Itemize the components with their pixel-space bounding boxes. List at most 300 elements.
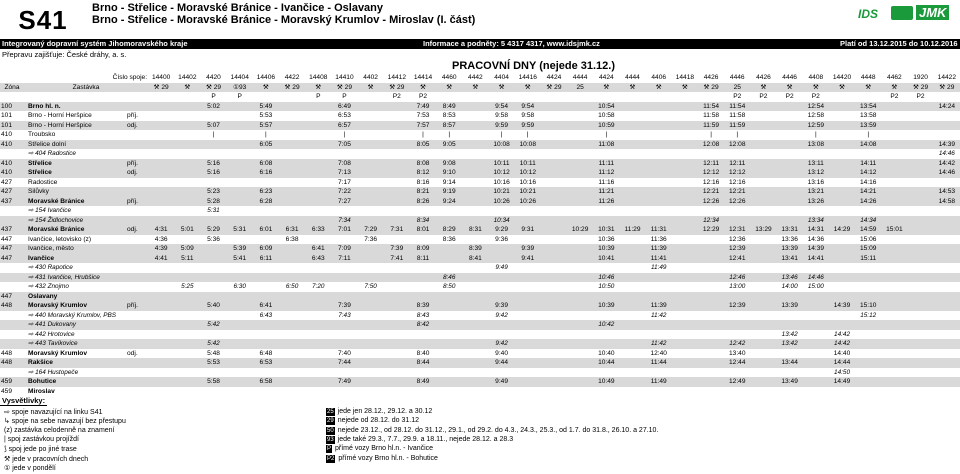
departure-time bbox=[541, 111, 567, 121]
departure-time: 7:36 bbox=[358, 235, 384, 245]
departure-time: 5:31 bbox=[227, 225, 253, 235]
departure-time bbox=[253, 330, 279, 340]
departure-time: 11:58 bbox=[698, 111, 724, 121]
departure-time bbox=[515, 282, 541, 292]
departure-time: 5:57 bbox=[253, 121, 279, 131]
stop-zone: 101 bbox=[0, 121, 24, 131]
departure-time bbox=[750, 197, 776, 207]
departure-time bbox=[148, 197, 174, 207]
departure-time bbox=[907, 301, 933, 311]
departure-time bbox=[750, 178, 776, 188]
header bbox=[0, 0, 960, 38]
direct-cars-code: P2 bbox=[803, 92, 829, 102]
departure-time bbox=[907, 273, 933, 283]
departure-time bbox=[279, 121, 305, 131]
departure-time: 6:30 bbox=[227, 282, 253, 292]
arr-dep-flag: příj. bbox=[126, 111, 148, 121]
departure-time bbox=[541, 292, 567, 302]
departure-time bbox=[384, 206, 410, 216]
departure-time bbox=[227, 168, 253, 178]
departure-time bbox=[384, 377, 410, 387]
direct-cars-code: P2 bbox=[384, 92, 410, 102]
departure-time bbox=[881, 349, 907, 359]
departure-time bbox=[803, 339, 829, 349]
departure-time bbox=[227, 387, 253, 397]
departure-time bbox=[829, 263, 855, 273]
departure-time bbox=[541, 178, 567, 188]
stop-zone: 447 bbox=[0, 254, 24, 264]
departure-time bbox=[907, 339, 933, 349]
departure-time: 11:41 bbox=[646, 254, 672, 264]
departure-time bbox=[462, 311, 488, 321]
departure-time bbox=[200, 254, 226, 264]
departure-time bbox=[253, 206, 279, 216]
departure-time bbox=[619, 377, 645, 387]
connection-row bbox=[0, 206, 960, 216]
departure-time bbox=[672, 339, 698, 349]
departure-time bbox=[567, 254, 593, 264]
departure-time: 8:31 bbox=[462, 225, 488, 235]
departure-time bbox=[750, 254, 776, 264]
departure-time bbox=[462, 187, 488, 197]
departure-time bbox=[200, 244, 226, 254]
departure-time bbox=[200, 111, 226, 121]
departure-time bbox=[253, 263, 279, 273]
train-mark: ⚒ 29 bbox=[907, 83, 933, 93]
direct-cars-code bbox=[672, 92, 698, 102]
departure-time: 11:31 bbox=[646, 225, 672, 235]
departure-time: 12:12 bbox=[724, 168, 750, 178]
departure-time: 5:36 bbox=[200, 235, 226, 245]
departure-time bbox=[462, 111, 488, 121]
train-number: 4424 bbox=[593, 73, 619, 83]
departure-time bbox=[934, 130, 960, 140]
departure-time bbox=[541, 121, 567, 131]
legend-item: | spoj zastávkou projíždí bbox=[4, 435, 79, 443]
departure-time bbox=[515, 206, 541, 216]
stop-row bbox=[0, 140, 960, 150]
departure-time bbox=[934, 273, 960, 283]
departure-time: 15:10 bbox=[855, 301, 881, 311]
departure-time bbox=[881, 282, 907, 292]
departure-time bbox=[253, 273, 279, 283]
departure-time bbox=[174, 377, 200, 387]
departure-time bbox=[384, 130, 410, 140]
departure-time bbox=[305, 130, 331, 140]
departure-time bbox=[174, 273, 200, 283]
departure-time bbox=[358, 102, 384, 112]
train-number: 4462 bbox=[881, 73, 907, 83]
departure-time bbox=[410, 235, 436, 245]
departure-time bbox=[881, 159, 907, 169]
departure-time: 8:09 bbox=[410, 244, 436, 254]
departure-time bbox=[305, 216, 331, 226]
departure-time bbox=[593, 263, 619, 273]
departure-time bbox=[777, 178, 803, 188]
departure-time bbox=[672, 149, 698, 159]
departure-time bbox=[881, 273, 907, 283]
departure-time bbox=[750, 235, 776, 245]
departure-time bbox=[148, 178, 174, 188]
departure-time: 7:34 bbox=[331, 216, 357, 226]
train-number-row bbox=[0, 73, 960, 83]
departure-time bbox=[253, 235, 279, 245]
departure-time bbox=[436, 311, 462, 321]
departure-time: 14:58 bbox=[934, 197, 960, 207]
departure-time bbox=[384, 149, 410, 159]
departure-time bbox=[174, 206, 200, 216]
departure-time bbox=[279, 254, 305, 264]
departure-time bbox=[567, 368, 593, 378]
train-mark: ⚒ bbox=[619, 83, 645, 93]
departure-time bbox=[462, 197, 488, 207]
legend-code-text: jede také 29.3., 7.7., 29.9. a 18.11., nejede 28.12. a 28.3 bbox=[337, 435, 514, 443]
departure-time bbox=[646, 168, 672, 178]
arr-dep-flag bbox=[126, 254, 148, 264]
departure-time: 10:54 bbox=[593, 102, 619, 112]
direct-cars-code: P2 bbox=[750, 92, 776, 102]
departure-time bbox=[881, 301, 907, 311]
stop-name: Silůvky bbox=[24, 187, 126, 197]
departure-time bbox=[750, 111, 776, 121]
departure-time bbox=[541, 377, 567, 387]
departure-time bbox=[331, 292, 357, 302]
departure-time: 14:16 bbox=[855, 178, 881, 188]
train-number: 14416 bbox=[515, 73, 541, 83]
departure-time bbox=[515, 292, 541, 302]
stop-zone: 101 bbox=[0, 111, 24, 121]
departure-time bbox=[410, 282, 436, 292]
departure-time bbox=[803, 368, 829, 378]
departure-time bbox=[567, 168, 593, 178]
departure-time bbox=[829, 140, 855, 150]
departure-time bbox=[541, 102, 567, 112]
departure-time: 6:33 bbox=[305, 225, 331, 235]
departure-time: 9:54 bbox=[488, 102, 514, 112]
departure-time: 13:29 bbox=[750, 225, 776, 235]
departure-time bbox=[541, 330, 567, 340]
departure-time bbox=[148, 358, 174, 368]
departure-time bbox=[305, 197, 331, 207]
departure-time bbox=[462, 206, 488, 216]
departure-time bbox=[384, 387, 410, 397]
departure-time bbox=[148, 130, 174, 140]
departure-time bbox=[777, 130, 803, 140]
departure-time: 10:59 bbox=[593, 121, 619, 131]
departure-time bbox=[855, 387, 881, 397]
departure-time bbox=[593, 206, 619, 216]
departure-time bbox=[881, 102, 907, 112]
departure-time bbox=[750, 387, 776, 397]
departure-time bbox=[227, 377, 253, 387]
departure-time bbox=[462, 159, 488, 169]
departure-time bbox=[174, 263, 200, 273]
departure-time bbox=[724, 368, 750, 378]
departure-time bbox=[646, 282, 672, 292]
departure-time bbox=[174, 216, 200, 226]
stop-row bbox=[0, 292, 960, 302]
departure-time bbox=[567, 282, 593, 292]
train-number: 4444 bbox=[567, 73, 593, 83]
stop-row bbox=[0, 187, 960, 197]
departure-time bbox=[777, 263, 803, 273]
departure-time bbox=[227, 339, 253, 349]
departure-time bbox=[279, 368, 305, 378]
train-mark: ⚒ bbox=[174, 83, 200, 93]
departure-time bbox=[750, 187, 776, 197]
departure-time: 7:53 bbox=[410, 111, 436, 121]
departure-time bbox=[698, 320, 724, 330]
departure-time bbox=[881, 178, 907, 188]
departure-time bbox=[462, 149, 488, 159]
departure-time bbox=[724, 292, 750, 302]
departure-time bbox=[672, 311, 698, 321]
departure-time bbox=[672, 273, 698, 283]
departure-time bbox=[829, 149, 855, 159]
legend-code: P2 bbox=[327, 455, 335, 462]
departure-time bbox=[646, 330, 672, 340]
departure-time: 6:48 bbox=[253, 349, 279, 359]
departure-time bbox=[200, 330, 226, 340]
departure-time bbox=[279, 149, 305, 159]
departure-time bbox=[803, 301, 829, 311]
departure-time bbox=[227, 187, 253, 197]
departure-time: 8:21 bbox=[410, 187, 436, 197]
departure-time bbox=[462, 178, 488, 188]
departure-time: 7:44 bbox=[331, 358, 357, 368]
legend-item: (z) zastávka celodenně na znamení bbox=[4, 426, 115, 434]
stop-name: Miroslav bbox=[24, 387, 126, 397]
departure-time bbox=[803, 206, 829, 216]
departure-time bbox=[803, 330, 829, 340]
departure-time bbox=[881, 263, 907, 273]
departure-time: 13:34 bbox=[803, 216, 829, 226]
direct-cars-code bbox=[698, 92, 724, 102]
departure-time bbox=[724, 149, 750, 159]
departure-time: 6:05 bbox=[253, 140, 279, 150]
departure-time: 10:21 bbox=[515, 187, 541, 197]
departure-time bbox=[567, 339, 593, 349]
departure-time bbox=[593, 292, 619, 302]
stop-zone bbox=[0, 263, 24, 273]
departure-time: 5:02 bbox=[200, 102, 226, 112]
departure-time bbox=[881, 140, 907, 150]
departure-time: 8:41 bbox=[462, 254, 488, 264]
train-mark: ⚒ bbox=[436, 83, 462, 93]
legend bbox=[0, 396, 960, 474]
departure-time bbox=[462, 282, 488, 292]
arr-dep-flag: odj. bbox=[126, 349, 148, 359]
departure-time bbox=[907, 111, 933, 121]
departure-time bbox=[174, 301, 200, 311]
departure-time bbox=[358, 349, 384, 359]
departure-time bbox=[567, 121, 593, 131]
departure-time bbox=[305, 206, 331, 216]
departure-time bbox=[672, 235, 698, 245]
departure-time bbox=[541, 273, 567, 283]
departure-time: 6:41 bbox=[253, 301, 279, 311]
legend-code: 29 bbox=[327, 418, 334, 425]
departure-time bbox=[148, 216, 174, 226]
departure-time: 9:05 bbox=[436, 140, 462, 150]
departure-time bbox=[646, 111, 672, 121]
direct-cars-code: P bbox=[200, 92, 226, 102]
departure-time bbox=[515, 358, 541, 368]
departure-time bbox=[358, 387, 384, 397]
departure-time bbox=[174, 349, 200, 359]
legend-code-text: jede jen 28.12., 29.12. a 30.12 bbox=[337, 408, 433, 415]
departure-time bbox=[567, 235, 593, 245]
direct-cars-code bbox=[855, 92, 881, 102]
departure-time bbox=[567, 102, 593, 112]
departure-time: 10:08 bbox=[515, 140, 541, 150]
departure-time: 6:09 bbox=[253, 244, 279, 254]
departure-time: 13:39 bbox=[777, 244, 803, 254]
departure-time: 8:34 bbox=[410, 216, 436, 226]
departure-time bbox=[619, 311, 645, 321]
departure-time: 10:31 bbox=[593, 225, 619, 235]
departure-time bbox=[436, 368, 462, 378]
legend-title: Vysvětlivky: bbox=[2, 396, 46, 405]
departure-time bbox=[829, 273, 855, 283]
departure-time bbox=[384, 368, 410, 378]
departure-time: 11:08 bbox=[593, 140, 619, 150]
departure-time bbox=[515, 149, 541, 159]
departure-time: 9:59 bbox=[488, 121, 514, 131]
departure-time bbox=[750, 130, 776, 140]
departure-time: 8:53 bbox=[436, 111, 462, 121]
departure-time bbox=[881, 197, 907, 207]
departure-time: | bbox=[410, 130, 436, 140]
connection-row bbox=[0, 330, 960, 340]
departure-time bbox=[227, 111, 253, 121]
departure-time bbox=[646, 149, 672, 159]
departure-time bbox=[384, 102, 410, 112]
departure-time bbox=[174, 358, 200, 368]
departure-time bbox=[305, 168, 331, 178]
departure-time: 9:59 bbox=[515, 121, 541, 131]
departure-time bbox=[934, 216, 960, 226]
departure-time: 6:23 bbox=[253, 187, 279, 197]
departure-time bbox=[672, 111, 698, 121]
departure-time bbox=[724, 206, 750, 216]
legend-item: ⟆ spoj jede po jiné trase bbox=[4, 446, 77, 454]
departure-time bbox=[646, 197, 672, 207]
departure-time bbox=[305, 292, 331, 302]
departure-time bbox=[567, 149, 593, 159]
departure-time bbox=[148, 301, 174, 311]
departure-time: 8:49 bbox=[436, 102, 462, 112]
departure-time bbox=[750, 168, 776, 178]
departure-time bbox=[907, 130, 933, 140]
stop-name: Oslavany bbox=[24, 292, 126, 302]
train-cars-row bbox=[0, 92, 960, 102]
departure-time bbox=[384, 216, 410, 226]
departure-time bbox=[541, 206, 567, 216]
departure-time bbox=[619, 130, 645, 140]
departure-time bbox=[279, 187, 305, 197]
departure-time: 13:11 bbox=[803, 159, 829, 169]
departure-time bbox=[672, 130, 698, 140]
departure-time bbox=[646, 273, 672, 283]
departure-time: 8:49 bbox=[410, 377, 436, 387]
departure-time bbox=[174, 121, 200, 131]
departure-time bbox=[174, 292, 200, 302]
stop-name: Střelice bbox=[24, 168, 126, 178]
direct-cars-code bbox=[619, 92, 645, 102]
departure-time bbox=[148, 387, 174, 397]
departure-time bbox=[750, 282, 776, 292]
direct-cars-code bbox=[515, 92, 541, 102]
departure-time bbox=[619, 254, 645, 264]
departure-time: 5:53 bbox=[200, 358, 226, 368]
departure-time bbox=[462, 263, 488, 273]
arr-dep-flag bbox=[126, 244, 148, 254]
departure-time bbox=[227, 263, 253, 273]
train-number: 4442 bbox=[462, 73, 488, 83]
departure-time bbox=[384, 121, 410, 131]
departure-time bbox=[410, 206, 436, 216]
departure-time bbox=[174, 178, 200, 188]
departure-time bbox=[436, 254, 462, 264]
train-mark: ⚒ bbox=[672, 83, 698, 93]
departure-time bbox=[488, 273, 514, 283]
stop-name: ⇨ 442 Hrotovice bbox=[24, 330, 126, 340]
departure-time: 6:50 bbox=[279, 282, 305, 292]
train-mark: ⚒ 29 bbox=[698, 83, 724, 93]
departure-time: 9:58 bbox=[515, 111, 541, 121]
departure-time: 5:16 bbox=[200, 159, 226, 169]
departure-time bbox=[358, 320, 384, 330]
departure-time bbox=[227, 349, 253, 359]
departure-time bbox=[200, 216, 226, 226]
departure-time bbox=[934, 254, 960, 264]
departure-time bbox=[750, 377, 776, 387]
departure-time bbox=[227, 320, 253, 330]
departure-time: 14:08 bbox=[855, 140, 881, 150]
departure-time bbox=[436, 216, 462, 226]
departure-time bbox=[462, 235, 488, 245]
departure-time: 5:31 bbox=[200, 206, 226, 216]
stop-row bbox=[0, 301, 960, 311]
stop-zone: 410 bbox=[0, 140, 24, 150]
departure-time bbox=[148, 140, 174, 150]
departure-time bbox=[777, 149, 803, 159]
departure-time bbox=[698, 358, 724, 368]
departure-time bbox=[305, 263, 331, 273]
departure-time bbox=[305, 102, 331, 112]
stop-zone: 447 bbox=[0, 244, 24, 254]
train-number: 4404 bbox=[488, 73, 514, 83]
departure-time: 11:58 bbox=[724, 111, 750, 121]
train-number: 4446 bbox=[777, 73, 803, 83]
departure-time bbox=[619, 187, 645, 197]
departure-time: 11:11 bbox=[593, 159, 619, 169]
departure-time: 8:43 bbox=[410, 311, 436, 321]
stop-zone: 448 bbox=[0, 301, 24, 311]
departure-time bbox=[567, 349, 593, 359]
departure-time bbox=[200, 140, 226, 150]
connection-row bbox=[0, 368, 960, 378]
departure-time bbox=[619, 149, 645, 159]
departure-time: 15:11 bbox=[855, 254, 881, 264]
departure-time: 5:40 bbox=[200, 301, 226, 311]
departure-time bbox=[541, 216, 567, 226]
departure-time: | bbox=[593, 130, 619, 140]
departure-time bbox=[934, 225, 960, 235]
departure-time: 10:40 bbox=[593, 349, 619, 359]
train-mark: ⚒ bbox=[488, 83, 514, 93]
